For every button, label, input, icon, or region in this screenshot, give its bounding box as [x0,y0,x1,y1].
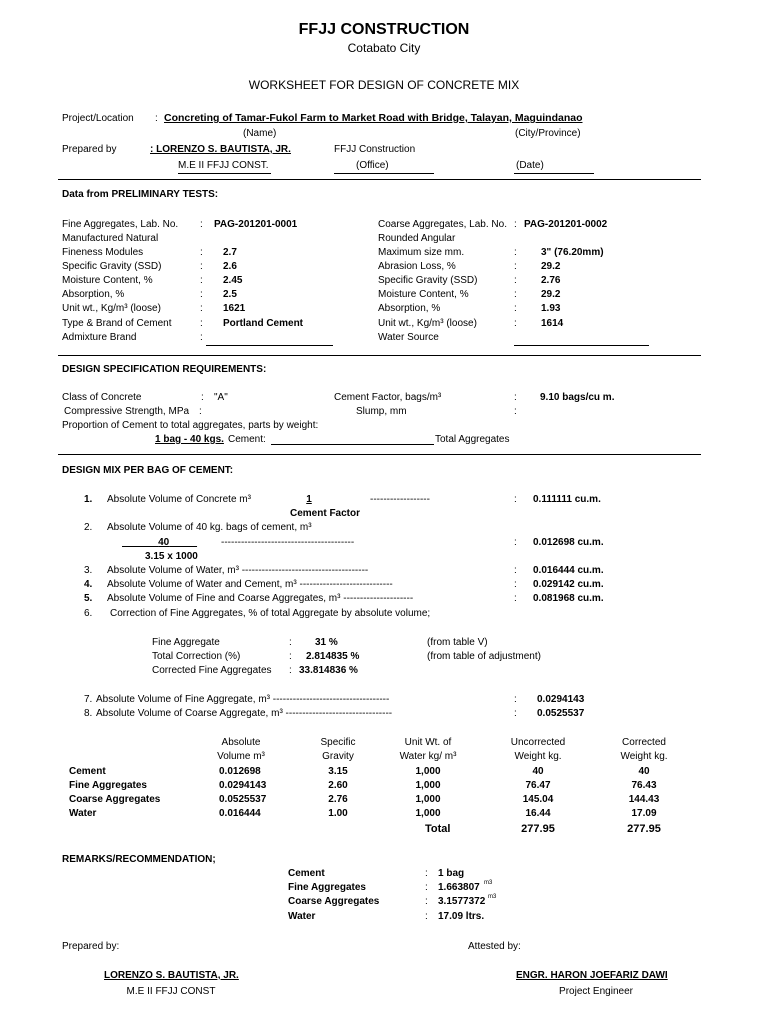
correction-value: 33.814836 % [299,665,358,676]
divider-3 [58,454,701,455]
total-agg-text: Total Aggregates [435,434,510,445]
remark-value: 1.663807 [438,882,480,893]
coarse-label: Moisture Content, % [378,289,469,300]
prepared-by-sig-name: LORENZO S. BAUTISTA, JR. [104,970,239,981]
item-8-value: 0.0525537 [537,708,585,719]
cement-factor-colon: : [514,392,517,403]
fine-label: Type & Brand of Cement [62,318,172,329]
project-colon: : [155,113,158,124]
table-cell: 0.016444 [219,808,261,819]
correction-colon: : [289,651,292,662]
table-cell: 0.012698 [219,766,261,777]
item-7-label: Absolute Volume of Fine Aggregate, m³ ----------------------------------- [96,694,390,705]
item-5-num: 5. [84,593,93,604]
table-cell: 17.09 [631,808,657,819]
table-cell: 40 [532,766,544,777]
correction-colon: : [289,665,292,676]
table-header-sub: Volume m³ [217,751,265,762]
remarks-heading: REMARKS/RECOMMENDATION; [62,854,216,865]
remark-value: 1 bag [438,868,465,879]
remark-unit: m3 [488,894,497,900]
table-row-name: Fine Aggregates [69,780,147,791]
table-cell: 16.44 [525,808,551,819]
table-row-name: Cement [69,766,106,777]
fine-value: Portland Cement [223,318,304,329]
item-7-colon: : [514,694,517,705]
item-2-denominator: 3.15 x 1000 [145,551,198,562]
correction-label: Corrected Fine Aggregates [152,665,272,676]
correction-label: Fine Aggregate [152,637,220,648]
table-total-uncorrected: 277.95 [521,823,555,835]
name-underline [178,173,271,174]
table-cell: 76.43 [631,780,657,791]
item-2-numerator-text: 40 [158,537,170,548]
table-cell: 1.00 [328,808,348,819]
coarse-colon: : [514,247,517,258]
table-cell: 0.0525537 [219,794,267,805]
item-5-colon: : [514,593,517,604]
coarse-value: 29.2 [541,261,561,272]
table-total-corrected: 277.95 [627,823,661,835]
attested-by-label: Attested by: [468,941,521,952]
fine-label: Admixture Brand [62,332,137,343]
admixture-blank [206,345,333,346]
coarse-colon: : [514,303,517,314]
coarse-colon: : [514,261,517,272]
fine-value: 2.5 [223,289,237,300]
table-cell: 0.0294143 [219,780,267,791]
bag-text: 1 bag - 40 kgs. [155,434,224,445]
office-caption: (Office) [356,160,389,171]
table-row-name: Water [69,808,97,819]
remark-colon: : [425,896,428,907]
remark-value: 17.09 ltrs. [438,911,485,922]
item-2-num: 2. [84,522,93,533]
project-label: Project/Location [62,113,134,124]
name-caption: (Name) [243,128,277,139]
slump-label: Slump, mm [356,406,407,417]
class-label: Class of Concrete [62,392,142,403]
item-1-value: 0.111111 cu.m. [533,494,601,505]
divider-1 [58,179,701,180]
item-2-dashes: ---------------------------------------- [221,537,355,548]
item-1-colon: : [514,494,517,505]
item-1-numerator: 1 [306,494,312,505]
class-colon: : [201,392,204,403]
fine-label: Absorption, % [62,289,125,300]
prepared-by-sig-label: Prepared by: [62,941,120,952]
cement-factor-label-text: Cement Factor, bags/m³ [334,392,442,403]
correction-note: (from table of adjustment) [427,651,541,662]
coarse-value: 3" (76.20mm) [541,247,604,258]
item-4-num: 4. [84,579,93,590]
remark-label: Coarse Aggregates [288,896,380,907]
mix-heading: DESIGN MIX PER BAG OF CEMENT: [62,465,234,476]
coarse-colon: : [514,219,517,230]
company-name: FFJJ CONSTRUCTION [298,21,470,38]
item-4-value: 0.029142 cu.m. [533,579,604,590]
table-total-label: Total [425,823,451,835]
correction-value: 2.814835 % [306,651,360,662]
table-header-sub: Weight kg. [620,751,668,762]
remark-label: Fine Aggregates [288,882,366,893]
table-cell: 1,000 [415,808,441,819]
table-cell: 40 [638,766,650,777]
correction-value: 31 % [315,637,338,648]
coarse-value: 1.93 [541,303,561,314]
table-header-sub: Weight kg. [514,751,562,762]
table-header: Specific [320,737,356,748]
table-cell: 1,000 [415,794,441,805]
cement-factor-value: 9.10 bags/cu m. [540,392,615,403]
date-underline [514,173,594,174]
remark-colon: : [425,882,428,893]
prepared-by-label [62,144,116,156]
coarse-label: Specific Gravity (SSD) [378,275,478,286]
item-2-numerator [122,537,197,549]
fine-colon: : [200,247,203,258]
table-cell: 76.47 [525,780,551,791]
fine-label: Unit wt., Kg/m³ (loose) [62,303,161,314]
cement-factor-label [334,392,441,404]
fine-label: Fineness Modules [62,247,144,258]
coarse-label: Water Source [378,332,439,343]
preliminary-heading: Data from PRELIMINARY TESTS: [62,189,219,200]
item-8-colon: : [514,708,517,719]
project-value: Concreting of Tamar-Fukol Farm to Market Road with Bridge, Talayan, Maguindanao [164,112,583,124]
fine-label: Manufactured Natural [62,233,159,244]
fine-colon: : [200,318,203,329]
fine-label: Moisture Content, % [62,275,153,286]
item-5-value: 0.081968 cu.m. [533,593,604,604]
coarse-label: Absorption, % [378,303,441,314]
item-1-label [107,494,251,506]
fine-colon: : [200,219,203,230]
table-cell: 145.04 [522,794,554,805]
table-header: Uncorrected [510,737,566,748]
item-2-value: 0.012698 cu.m. [533,537,604,548]
strength-label: Compressive Strength, MPa [64,406,190,417]
date-caption: (Date) [516,160,544,171]
coarse-colon: : [514,318,517,329]
coarse-label: Coarse Aggregates, Lab. No. [378,219,507,230]
coarse-label: Abrasion Loss, % [378,261,456,272]
company-city: Cotabato City [347,41,421,55]
cement-text: Cement: [228,434,266,445]
coarse-value: 29.2 [541,289,561,300]
remark-label: Cement [288,868,325,879]
table-cell: 2.76 [328,794,348,805]
attested-by-name: ENGR. HARON JOEFARIZ DAWI [516,970,668,981]
coarse-colon: : [514,275,517,286]
worksheet-title: WORKSHEET FOR DESIGN OF CONCRETE MIX [248,78,520,92]
remark-colon: : [425,911,428,922]
item-1-dashes: ------------------ [370,494,430,505]
prepared-by-sig-title: M.E II FFJJ CONST [126,986,216,997]
item-2-colon: : [514,537,517,548]
remark-label: Water [288,911,316,922]
fine-colon: : [200,303,203,314]
fine-value: 2.7 [223,247,237,258]
fine-value: 2.45 [223,275,243,286]
table-cell: 3.15 [328,766,348,777]
item-4-label: Absolute Volume of Water and Cement, m³ ---------------------------- [107,579,393,590]
table-row-name: Coarse Aggregates [69,794,161,805]
item-3-label: Absolute Volume of Water, m³ -------------------------------------- [107,565,369,576]
item-4-colon: : [514,579,517,590]
water-source-blank [514,345,649,346]
item-3-colon: : [514,565,517,576]
office-underline [334,173,434,174]
item-1-denominator: Cement Factor [290,508,361,519]
attested-by-title: Project Engineer [559,986,633,997]
coarse-value: 1614 [541,318,564,329]
strength-colon: : [199,406,202,417]
table-header: Unit Wt. of [404,737,452,748]
slump-colon: : [514,406,517,417]
office-value: FFJJ Construction [334,144,416,155]
coarse-value: 2.76 [541,275,561,286]
item-6-num: 6. [84,608,93,619]
correction-note: (from table V) [427,637,488,648]
table-cell: 1,000 [415,780,441,791]
prepared-by-label-text: Prepared by [62,144,117,155]
cityprov-caption: (City/Province) [515,128,581,139]
remark-unit: m3 [484,880,493,886]
spec-heading: DESIGN SPECIFICATION REQUIREMENTS: [62,364,267,375]
coarse-label: Unit wt., Kg/m³ (loose) [378,318,477,329]
item-1-num: 1. [84,494,93,505]
item-1-label-text: Absolute Volume of Concrete m³ [107,494,251,505]
coarse-colon: : [514,289,517,300]
item-6-label: Correction of Fine Aggregates, % of total Aggregate by absolute volume; [110,608,431,619]
item-3-value: 0.016444 cu.m. [533,565,604,576]
item-3-num: 3. [84,565,93,576]
item-2-label [107,522,312,534]
proportion-label: Proportion of Cement to total aggregates, parts by weight: [62,420,319,431]
fine-colon: : [200,275,203,286]
table-header: Absolute [221,737,261,748]
correction-colon: : [289,637,292,648]
table-header: Corrected [622,737,666,748]
item-5-label: Absolute Volume of Fine and Coarse Aggregates, m³ --------------------- [107,593,414,604]
table-cell: 1,000 [415,766,441,777]
fine-value: 1621 [223,303,246,314]
item-8-num: 8. [84,708,93,719]
fine-colon: : [200,261,203,272]
remark-value: 3.1577372 [438,896,486,907]
fine-colon: : [200,332,203,343]
item-7-num: 7. [84,694,93,705]
coarse-value: PAG-201201-0002 [524,219,608,230]
fine-value: PAG-201201-0001 [214,219,298,230]
fine-colon: : [200,289,203,300]
correction-label: Total Correction (%) [152,651,241,662]
table-cell: 2.60 [328,780,348,791]
coarse-label: Maximum size mm. [378,247,465,258]
fine-label: Specific Gravity (SSD) [62,261,162,272]
fine-label: Fine Aggregates, Lab. No. [62,219,179,230]
class-value: "A" [214,392,228,403]
prepared-position: M.E II FFJJ CONST. [178,160,269,171]
proportion-blank [271,444,434,445]
item-8-label: Absolute Volume of Coarse Aggregate, m³ -------------------------------- [96,708,393,719]
coarse-label: Rounded Angular [378,233,456,244]
item-7-value: 0.0294143 [537,694,585,705]
remark-colon: : [425,868,428,879]
prepared-by-name: : LORENZO S. BAUTISTA, JR. [150,144,291,155]
divider-2 [58,355,701,356]
table-cell: 144.43 [628,794,660,805]
table-header-sub: Water kg/ m³ [399,751,457,762]
fine-value: 2.6 [223,261,237,272]
table-header-sub: Gravity [322,751,354,762]
item-2-label-text: Absolute Volume of 40 kg. bags of cement, m³ [107,522,312,533]
